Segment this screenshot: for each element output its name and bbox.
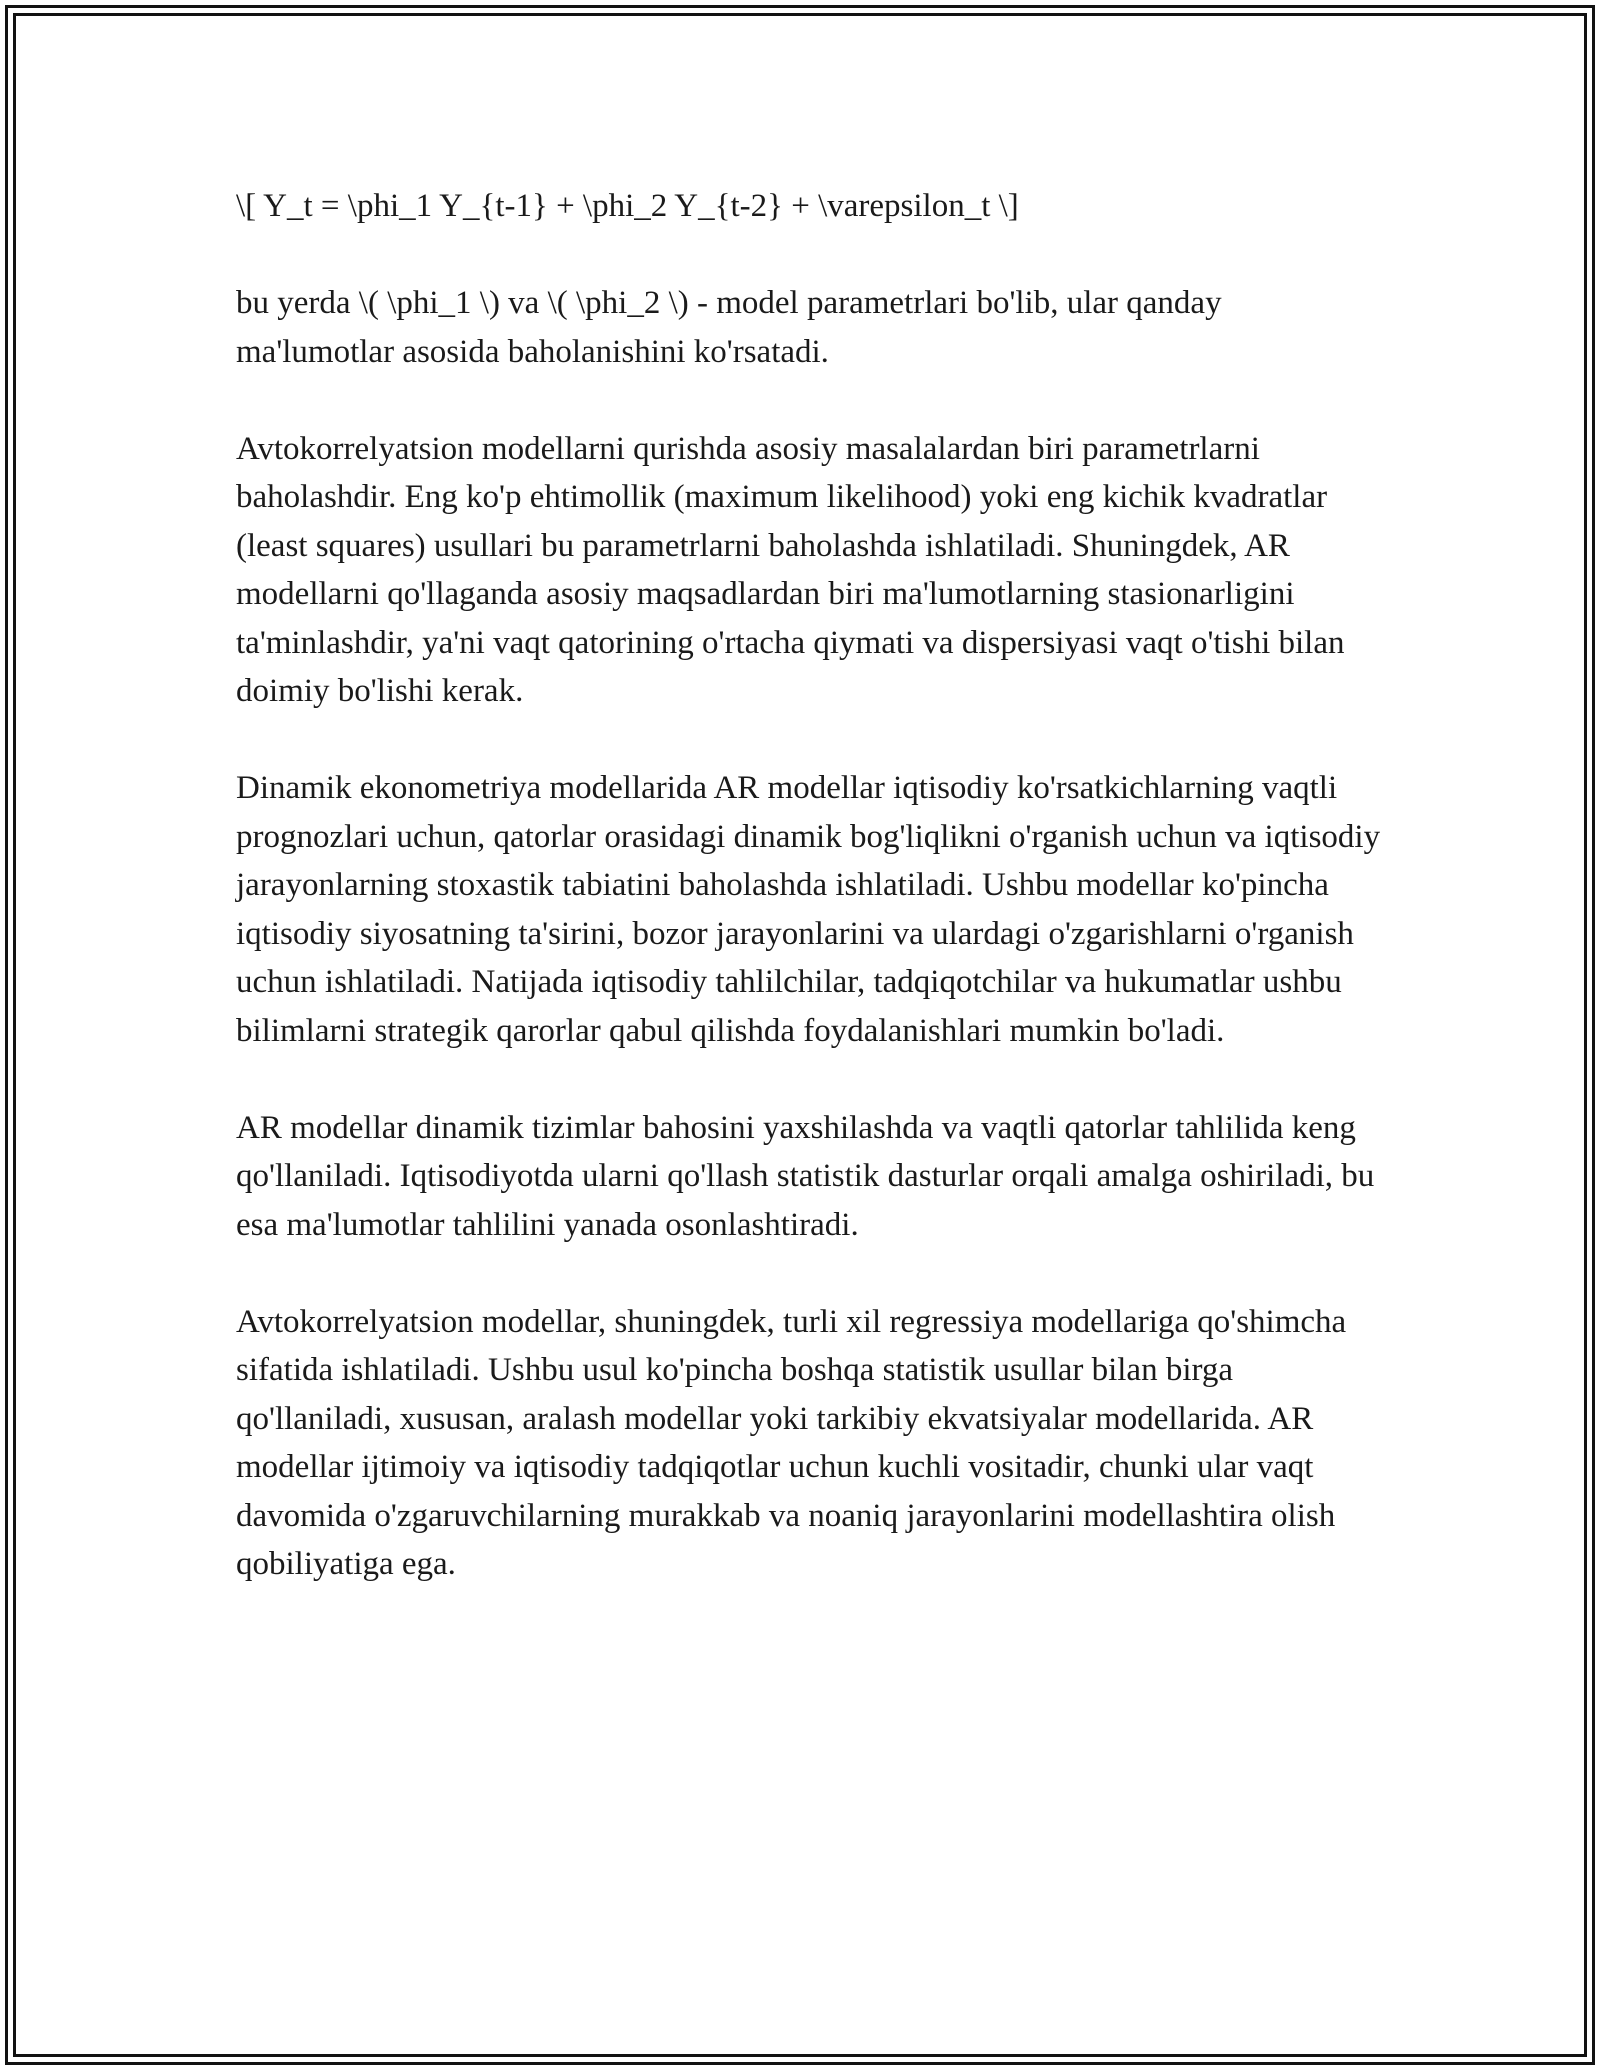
paragraph-estimation: Avtokorrelyatsion modellarni qurishda asosiy masalalardan biri parametrlarni baholashdir. Eng ko'p ehtimollik (maximum likelihood) yoki eng kichik kvadratlar (least squares) usullari bu parametrlarni baholashda ishlatiladi. Shuningdek, AR modellarni qo'llaganda asosiy maqsadlardan biri ma'lumotlarning stasionarligini ta'minlashdir, ya'ni vaqt qatorining o'rtacha qiymati va dispersiyasi vaqt o'tishi bilan doimiy bo'lishi kerak. [236,430,1345,709]
document-body [236,182,1386,1637]
formula-line: \[ Y_t = \phi_1 Y_{t-1} + \phi_2 Y_{t-2} + \varepsilon_t \] [236,188,1019,224]
paragraph-dynamic-econometrics: Dinamik ekonometriya modellarida AR modellar iqtisodiy ko'rsatkichlarning vaqtli prognozlari uchun, qatorlar orasidagi dinamik bog'liqlikni o'rganish uchun va iqtisodiy jarayonlarning stoxastik tabiatini baholashda ishlatiladi. Ushbu modellar ko'pincha iqtisodiy siyosatning ta'sirini, bozor jarayonlarini va ulardagi o'zgarishlarni o'rganish uchun ishlatiladi. Natijada iqtisodiy tahlilchilar, tadqiqotchilar va hukumatlar ushbu bilimlarni strategik qarorlar qabul qilishda foydalanishlari mumkin bo'ladi. [236,770,1381,1049]
paragraph-time-series-analysis: AR modellar dinamik tizimlar bahosini yaxshilashda va vaqtli qatorlar tahlilida keng qo'llaniladi. Iqtisodiyotda ularni qo'llash statistik dasturlar orqali amalga oshiriladi, bu esa ma'lumotlar tahlilini yanada osonlashtiradi. [236,1109,1375,1243]
paragraph-regression-supplement: Avtokorrelyatsion modellar, shuningdek, turli xil regressiya modellariga qo'shimcha sifatida ishlatiladi. Ushbu usul ko'pincha boshqa statistik usullar bilan birga qo'llaniladi, xususan, aralash modellar yoki tarkibiy ekvatsiyalar modellarida. AR modellar ijtimoiy va iqtisodiy tadqiqotlar uchun kuchli vositadir, chunki ular vaqt davomida o'zgaruvchilarning murakkab va noaniq jarayonlarini modellashtira olish qobiliyatiga ega. [236,1303,1347,1582]
paragraph-parameters: bu yerda \( \phi_1 \) va \( \phi_2 \) - model parametrlari bo'lib, ular qanday ma'lumotlar asosida baholanishini ko'rsatadi. [236,285,1222,370]
